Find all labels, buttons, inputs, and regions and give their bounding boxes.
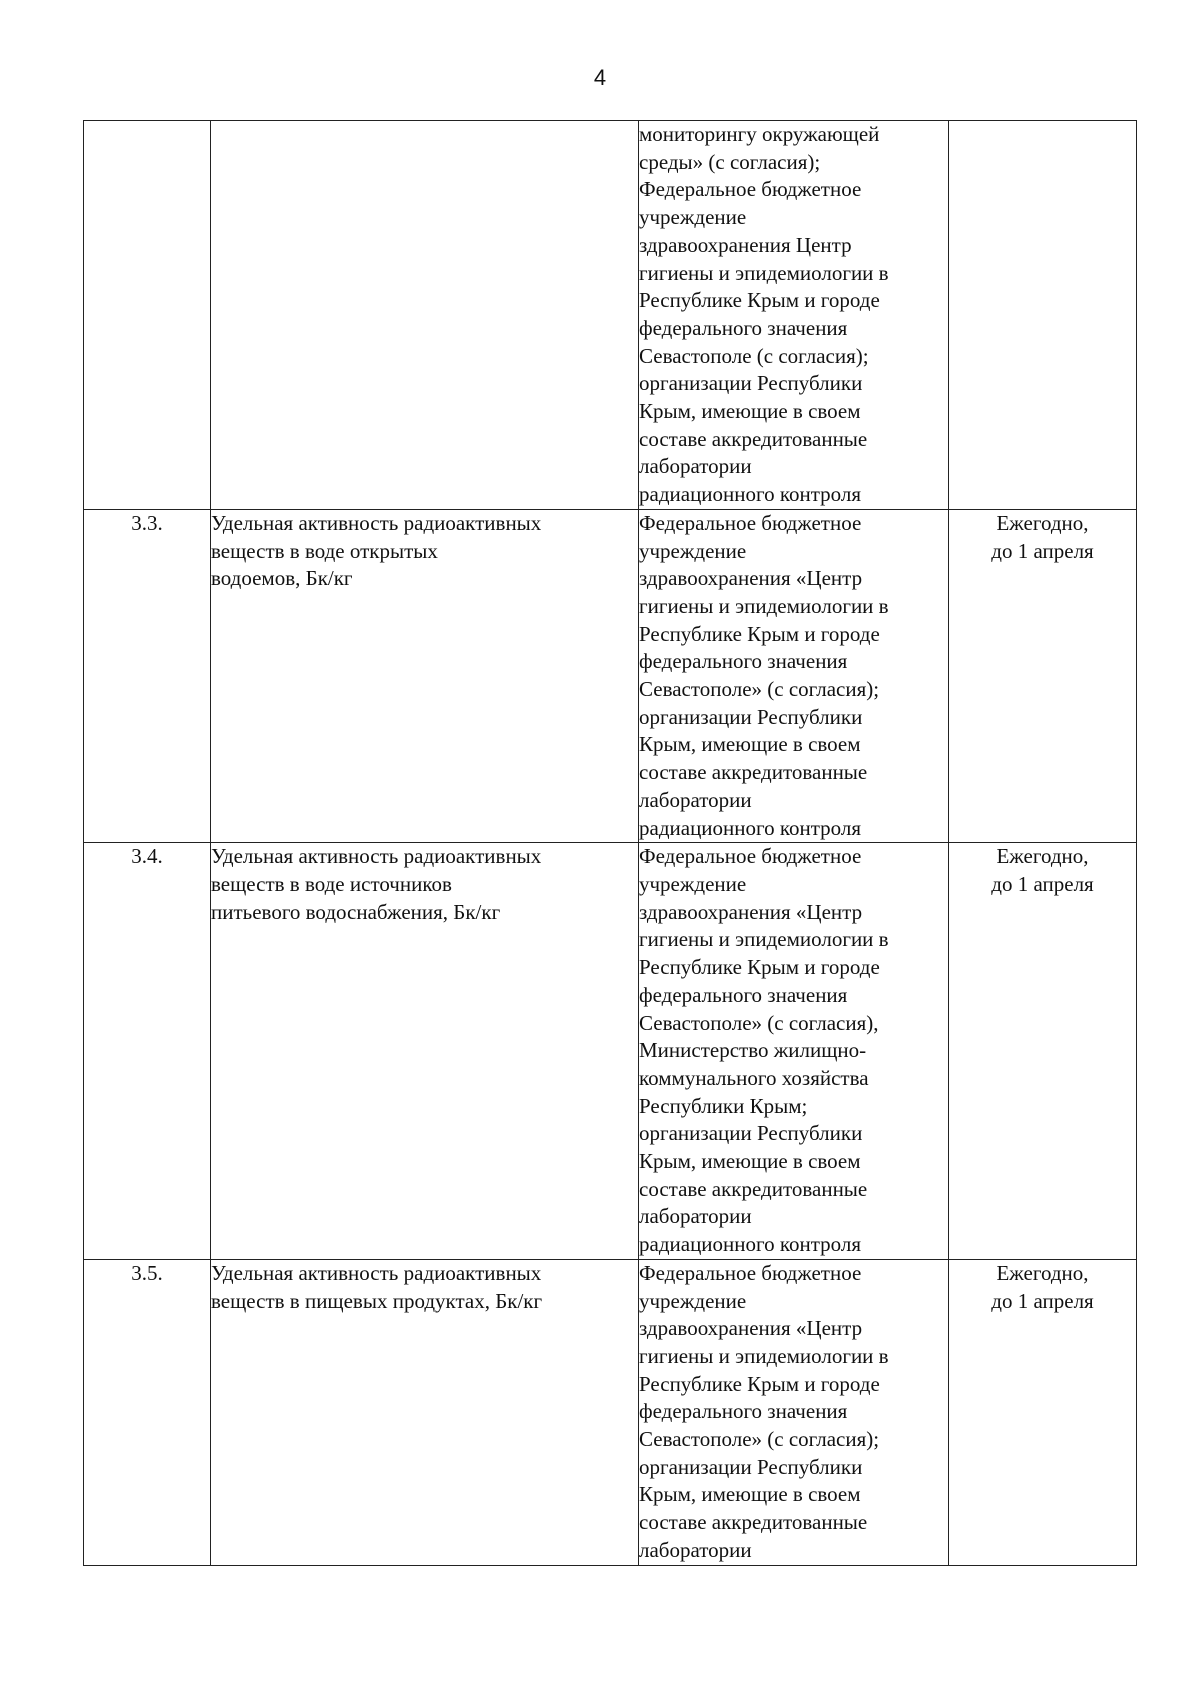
- source-line: Крым, имеющие в своем: [639, 732, 861, 757]
- source-line: учреждение: [639, 538, 747, 563]
- source-line: Министерство жилищно-: [639, 1038, 867, 1063]
- period-line: до 1 апреля: [991, 538, 1094, 563]
- source-line: учреждение: [639, 1288, 747, 1313]
- source-line: радиационного контроля: [639, 1232, 862, 1257]
- table-body: [84, 121, 1137, 1566]
- indicator-line: веществ в воде источников: [211, 871, 452, 896]
- indicator-line: Удельная активность радиоактивных: [211, 844, 542, 869]
- source-line: организации Республики: [639, 1121, 863, 1146]
- table-row: [84, 843, 1137, 1260]
- source-line: здравоохранения «Центр: [639, 566, 863, 591]
- source-line: радиационного контроля: [639, 482, 862, 507]
- source-line: здравоохранения «Центр: [639, 1316, 863, 1341]
- row-number-cell: [84, 843, 211, 1260]
- source-line: организации Республики: [639, 704, 863, 729]
- indicator-cell: [211, 1259, 639, 1565]
- period-line: Ежегодно,: [996, 510, 1089, 535]
- period-line: до 1 апреля: [991, 871, 1094, 896]
- page-number: 4: [593, 65, 607, 90]
- source-line: радиационного контроля: [639, 815, 862, 840]
- period-cell: [949, 121, 1137, 510]
- row-number: 3.3.: [131, 510, 163, 535]
- source-line: федерального значения: [639, 649, 848, 674]
- indicator-line: веществ в воде открытых: [211, 538, 438, 563]
- source-line: составе аккредитованные: [639, 1176, 868, 1201]
- monitoring-table: [83, 120, 1137, 1566]
- source-line: Республике Крым и городе: [639, 1371, 880, 1396]
- source-line: составе аккредитованные: [639, 426, 868, 451]
- source-line: федерального значения: [639, 315, 848, 340]
- source-cell: [639, 843, 949, 1260]
- table-row: [84, 509, 1137, 842]
- source-line: Республике Крым и городе: [639, 621, 880, 646]
- source-line: гигиены и эпидемиологии в: [639, 260, 889, 285]
- row-number-cell: [84, 1259, 211, 1565]
- source-line: лаборатории: [639, 454, 752, 479]
- source-line: организации Республики: [639, 1454, 863, 1479]
- source-line: лаборатории: [639, 1537, 752, 1562]
- source-line: Федеральное бюджетное: [639, 844, 862, 869]
- row-number: 3.4.: [131, 844, 163, 869]
- source-line: учреждение: [639, 205, 747, 230]
- source-line: Республике Крым и городе: [639, 288, 880, 313]
- source-line: гигиены и эпидемиологии в: [639, 927, 889, 952]
- indicator-line: питьевого водоснабжения, Бк/кг: [211, 899, 501, 924]
- source-line: Севастополе (с согласия);: [639, 343, 869, 368]
- row-number-cell: [84, 509, 211, 842]
- table-row: [84, 121, 1137, 510]
- source-line: Крым, имеющие в своем: [639, 399, 861, 424]
- source-line: лаборатории: [639, 1204, 752, 1229]
- source-cell: [639, 121, 949, 510]
- indicator-cell: [211, 843, 639, 1260]
- source-line: коммунального хозяйства: [639, 1065, 869, 1090]
- source-line: Крым, имеющие в своем: [639, 1482, 861, 1507]
- period-line: до 1 апреля: [991, 1288, 1094, 1313]
- source-line: лаборатории: [639, 787, 752, 812]
- source-line: Республики Крым;: [639, 1093, 808, 1118]
- period-cell: [949, 509, 1137, 842]
- source-line: среды» (с согласия);: [639, 149, 821, 174]
- source-line: здравоохранения «Центр: [639, 899, 863, 924]
- source-line: организации Республики: [639, 371, 863, 396]
- indicator-line: Удельная активность радиоактивных: [211, 1260, 542, 1285]
- period-cell: [949, 1259, 1137, 1565]
- source-line: составе аккредитованные: [639, 760, 868, 785]
- indicator-line: Удельная активность радиоактивных: [211, 510, 542, 535]
- indicator-line: веществ в пищевых продуктах, Бк/кг: [211, 1288, 543, 1313]
- row-number: 3.5.: [131, 1260, 163, 1285]
- source-line: учреждение: [639, 871, 747, 896]
- source-line: Севастополе» (с согласия);: [639, 677, 880, 702]
- source-line: гигиены и эпидемиологии в: [639, 1343, 889, 1368]
- source-line: мониторингу окружающей: [639, 122, 880, 146]
- indicator-cell: [211, 121, 639, 510]
- period-line: Ежегодно,: [996, 1260, 1089, 1285]
- source-line: гигиены и эпидемиологии в: [639, 593, 889, 618]
- source-line: Севастополе» (с согласия),: [639, 1010, 879, 1035]
- source-line: федерального значения: [639, 982, 848, 1007]
- source-line: составе аккредитованные: [639, 1510, 868, 1535]
- indicator-line: водоемов, Бк/кг: [211, 566, 353, 591]
- indicator-cell: [211, 509, 639, 842]
- source-line: Федеральное бюджетное: [639, 177, 862, 202]
- source-cell: [639, 1259, 949, 1565]
- period-cell: [949, 843, 1137, 1260]
- source-line: Севастополе» (с согласия);: [639, 1427, 880, 1452]
- period-line: Ежегодно,: [996, 844, 1089, 869]
- table-row: [84, 1259, 1137, 1565]
- row-number-cell: [84, 121, 211, 510]
- source-line: Федеральное бюджетное: [639, 1260, 862, 1285]
- source-line: Крым, имеющие в своем: [639, 1149, 861, 1174]
- source-line: федерального значения: [639, 1399, 848, 1424]
- source-line: Республике Крым и городе: [639, 955, 880, 980]
- source-cell: [639, 509, 949, 842]
- source-line: Федеральное бюджетное: [639, 510, 862, 535]
- source-line: здравоохранения Центр: [639, 232, 852, 257]
